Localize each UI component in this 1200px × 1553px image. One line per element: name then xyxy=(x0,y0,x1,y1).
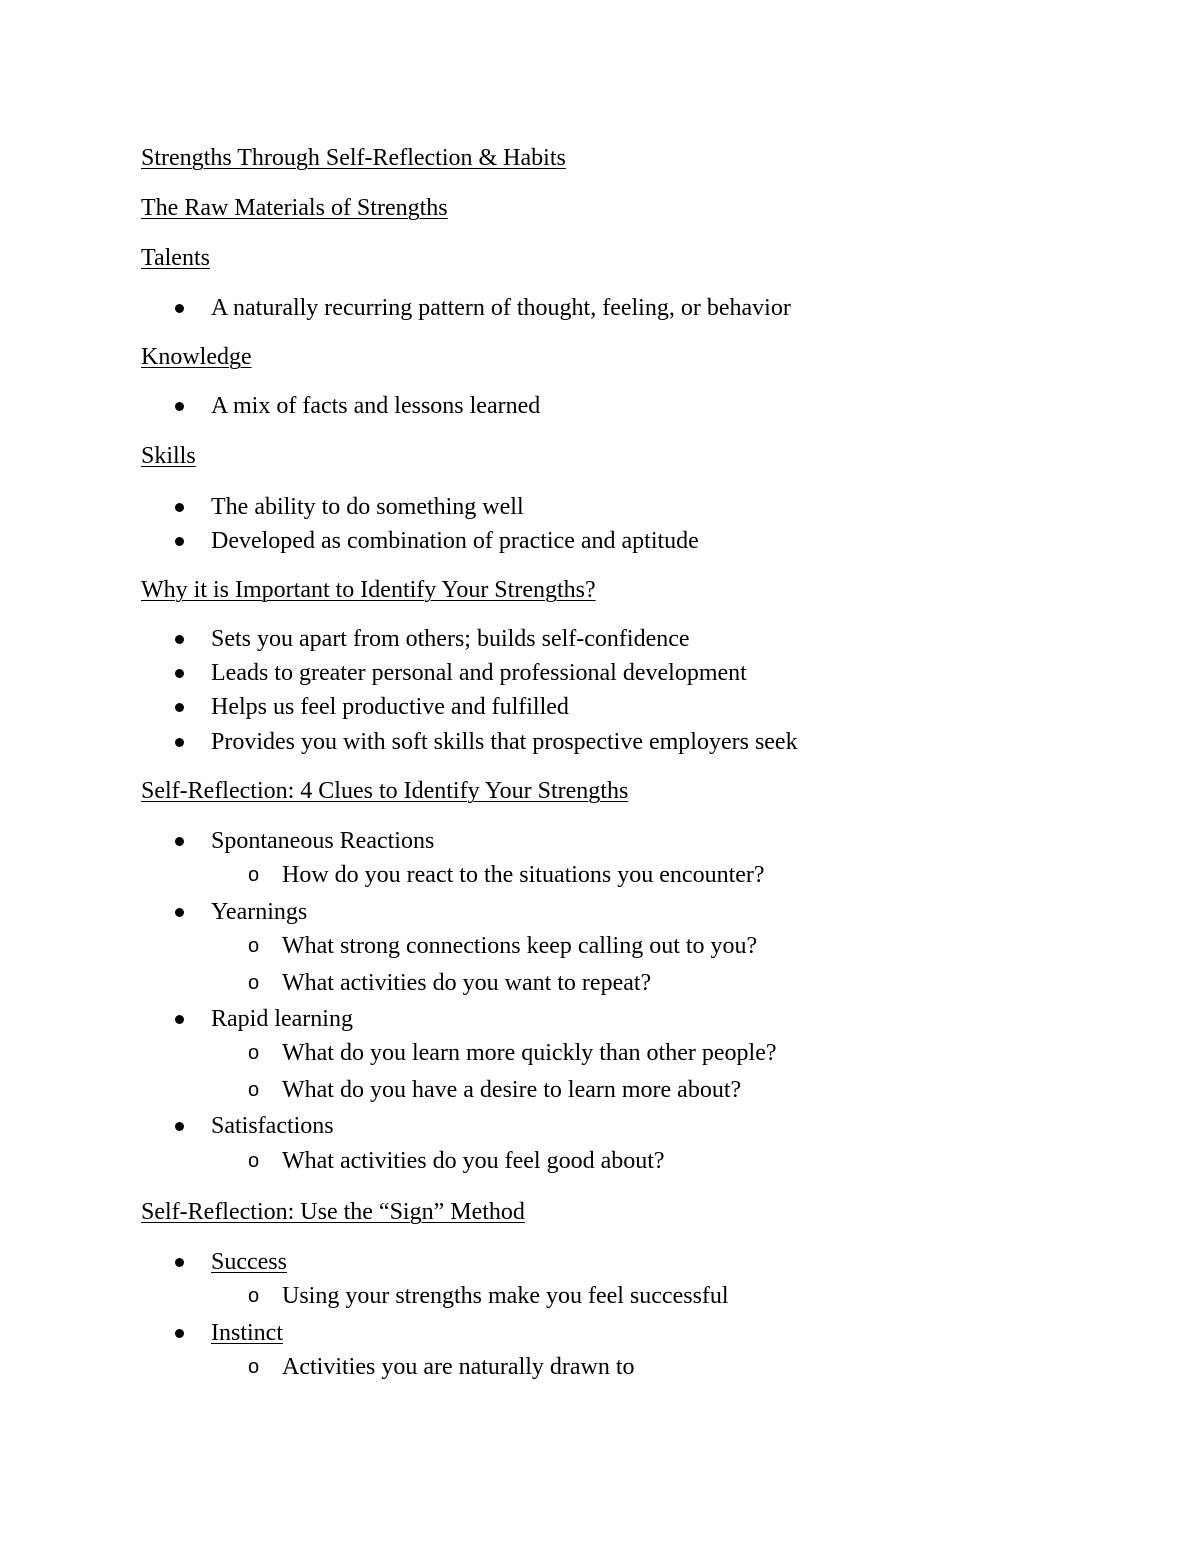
bullet-icon xyxy=(175,669,184,678)
hollow-bullet-icon: o xyxy=(248,1356,260,1378)
list-item: Instinct xyxy=(211,1320,283,1346)
bullet-icon xyxy=(175,304,184,313)
hollow-bullet-icon: o xyxy=(248,864,260,886)
bullet-icon xyxy=(175,635,184,644)
bullet-icon xyxy=(175,503,184,512)
list-item: Success xyxy=(211,1249,287,1275)
list-item: Developed as combination of practice and aptitude xyxy=(211,528,699,554)
hollow-bullet-icon: o xyxy=(248,1150,260,1172)
list-item: The ability to do something well xyxy=(211,494,524,520)
list-item: Satisfactions xyxy=(211,1113,334,1139)
hollow-bullet-icon: o xyxy=(248,1079,260,1101)
section-heading-talents: Talents xyxy=(141,245,210,271)
section-heading-sign-method: Self-Reflection: Use the “Sign” Method xyxy=(141,1199,525,1225)
sub-list-item: How do you react to the situations you encounter? xyxy=(282,862,765,888)
list-item: Leads to greater personal and professional development xyxy=(211,660,747,686)
list-item: A mix of facts and lessons learned xyxy=(211,393,541,419)
list-item: Sets you apart from others; builds self-confidence xyxy=(211,626,690,652)
sub-list-item: Activities you are naturally drawn to xyxy=(282,1354,635,1380)
bullet-icon xyxy=(175,1258,184,1267)
sub-list-item: What activities do you feel good about? xyxy=(282,1148,665,1174)
sub-list-item: What strong connections keep calling out to you? xyxy=(282,933,758,959)
bullet-icon xyxy=(175,402,184,411)
section-heading-raw-materials: The Raw Materials of Strengths xyxy=(141,195,448,221)
section-heading-four-clues: Self-Reflection: 4 Clues to Identify Your Strengths xyxy=(141,778,629,804)
list-item: Spontaneous Reactions xyxy=(211,828,435,854)
bullet-icon xyxy=(175,703,184,712)
list-item: Yearnings xyxy=(211,899,308,925)
sub-list-item: What do you have a desire to learn more about? xyxy=(282,1077,742,1103)
section-heading-why-important: Why it is Important to Identify Your Strengths? xyxy=(141,577,596,603)
bullet-icon xyxy=(175,537,184,546)
bullet-icon xyxy=(175,1122,184,1131)
section-heading-skills: Skills xyxy=(141,443,196,469)
bullet-icon xyxy=(175,908,184,917)
list-item: Rapid learning xyxy=(211,1006,353,1032)
sub-list-item: Using your strengths make you feel successful xyxy=(282,1283,729,1309)
sub-list-item: What activities do you want to repeat? xyxy=(282,970,652,996)
sub-list-item: What do you learn more quickly than other people? xyxy=(282,1040,777,1066)
bullet-icon xyxy=(175,1015,184,1024)
hollow-bullet-icon: o xyxy=(248,972,260,994)
list-item: Provides you with soft skills that prospective employers seek xyxy=(211,729,798,755)
list-item: Helps us feel productive and fulfilled xyxy=(211,694,569,720)
bullet-icon xyxy=(175,738,184,747)
hollow-bullet-icon: o xyxy=(248,1042,260,1064)
hollow-bullet-icon: o xyxy=(248,935,260,957)
section-heading-knowledge: Knowledge xyxy=(141,344,252,370)
bullet-icon xyxy=(175,1329,184,1338)
document-title: Strengths Through Self-Reflection & Habits xyxy=(141,145,566,171)
list-item: A naturally recurring pattern of thought, feeling, or behavior xyxy=(211,295,791,321)
hollow-bullet-icon: o xyxy=(248,1285,260,1307)
bullet-icon xyxy=(175,837,184,846)
